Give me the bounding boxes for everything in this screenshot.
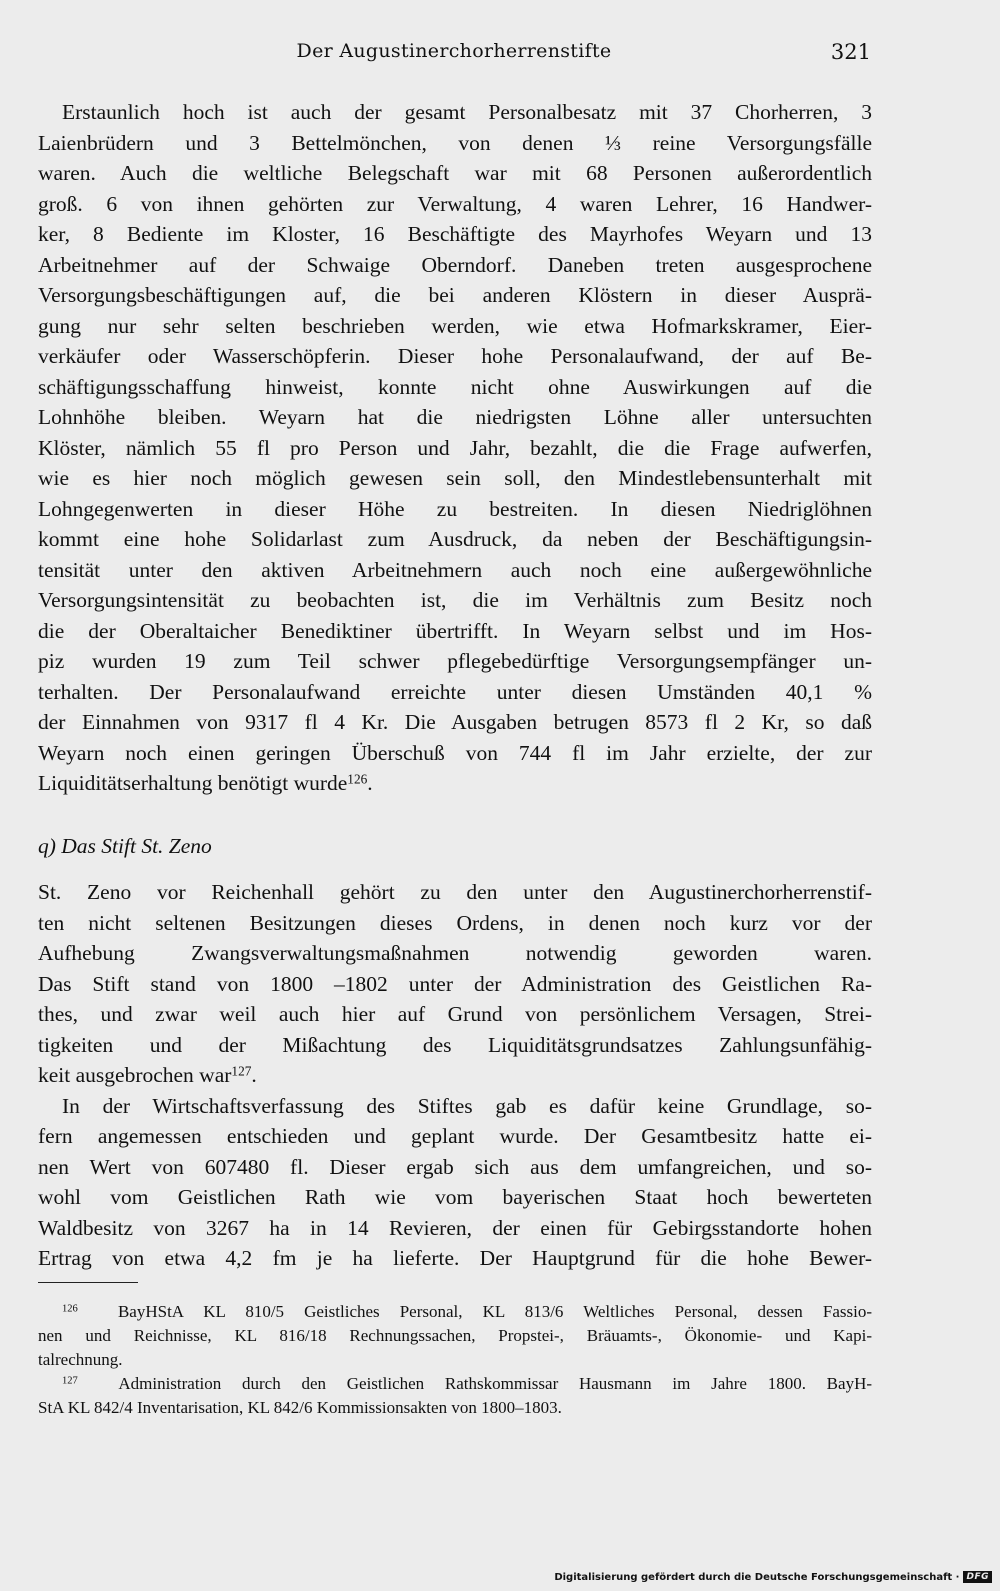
text-line: verkäufer oder Wasserschöpferin. Dieser hohe Personalaufwand, der auf Be- [38,344,872,368]
text-line: die der Oberaltaicher Benediktiner übertrifft. In Weyarn selbst und im Hos- [38,618,872,643]
footnotes [38,1300,872,1420]
text-line: fern angemessen entschieden und geplant wurde. Der Gesamtbesitz hatte ei- [38,1124,872,1148]
footnote-reference[interactable]: 126 [347,771,368,787]
footnote-127-line [38,1372,872,1396]
text-line: groß. 6 von ihnen gehörten zur Verwaltung, 4 waren Lehrer, 16 Handwer- [38,191,872,216]
section-body [38,877,872,1274]
text-line: Lohngegenwerten in dieser Höhe zu bestreiten. In diesen Niedriglöhnen [38,496,872,521]
dfg-logo-icon: DFG [963,1571,992,1583]
text-line: Versorgungsintensität zu beobachten ist, die im Verhältnis zum Besitz noch [38,588,872,612]
footnote-divider [38,1282,138,1283]
text-line: piz wurden 19 zum Teil schwer pflegebedürftige Versorgungsempfänger un- [38,649,872,673]
text-line: terhalten. Der Personalaufwand erreichte unter diesen Umständen 40,1 % [38,679,872,704]
body-paragraph [38,97,872,799]
running-title: Der Augustinerchorherrenstifte [296,40,612,62]
footnote-text: Administration durch den Geistlichen Rathskommissar Hausmann im Jahre 1800. BayH- [118,1374,872,1393]
text-line: Versorgungsbeschäftigungen auf, die bei anderen Klöstern in dieser Ausprä- [38,283,872,307]
text-line: schäftigungsschaffung hinweist, konnte nicht ohne Auswirkungen auf die [38,374,872,399]
text-line: wohl vom Geistlichen Rath wie vom bayerischen Staat hoch bewerteten [38,1185,872,1209]
text-line: der Einnahmen von 9317 fl 4 Kr. Die Ausgaben betrugen 8573 fl 2 Kr, so daß [38,710,872,734]
text-line [38,1060,872,1091]
sentence-end: . [251,1063,257,1087]
page-number: 321 [830,40,871,64]
text-line: gung nur sehr selten beschrieben werden, wie etwa Hofmarkskramer, Eier- [38,313,872,338]
text-line: kommt eine hohe Solidarlast zum Ausdruck, da neben der Beschäftigungsin- [38,527,872,551]
footnote-number: 126 [62,1303,78,1315]
text-line: waren. Auch die weltliche Belegschaft war mit 68 Personen außerordentlich [38,161,872,185]
footnote-number: 127 [62,1375,78,1387]
text-line: Arbeitnehmer auf der Schwaige Oberndorf. Daneben treten ausgesprochene [38,252,872,277]
text-line: Klöster, nämlich 55 fl pro Person und Jahr, bezahlt, die die Frage aufwerfen, [38,435,872,460]
text-line: tigkeiten und der Mißachtung des Liquiditätsgrundsatzes Zahlungsunfähig- [38,1032,872,1057]
page-header [38,40,870,70]
sentence-end: . [367,771,373,795]
footnote-127-line: StA KL 842/4 Inventarisation, KL 842/6 Kommissionsakten von 1800–1803. [38,1398,562,1417]
text-line: Ertrag von etwa 4,2 fm je ha lieferte. Der Hauptgrund für die hohe Bewer- [38,1246,872,1270]
text-line: thes, und zwar weil auch hier auf Grund von persönlichem Versagen, Strei- [38,1002,872,1026]
text-line: tensität unter den aktiven Arbeitnehmern auch noch eine außergewöhnliche [38,557,872,582]
text-line: Weyarn noch einen geringen Überschuß von 744 fl im Jahr erzielte, der zur [38,740,872,765]
footnote-126-line: nen und Reichnisse, KL 816/18 Rechnungssachen, Propstei-, Bräuamts-, Ökonomie- und Kapi- [38,1326,872,1345]
footnote-126-line: talrechnung. [38,1350,123,1369]
footnote-126-line [38,1300,872,1324]
text-line: Waldbesitz von 3267 ha in 14 Revieren, der einen für Gebirgsstandorte hohen [38,1215,872,1240]
text-line [38,768,872,799]
text-line: wie es hier noch möglich gewesen sein soll, den Mindestlebensunterhalt mit [38,466,872,490]
text-line: Erstaunlich hoch ist auch der gesamt Personalbesatz mit 37 Chorherren, 3 [62,100,872,124]
footnote-text: BayHStA KL 810/5 Geistliches Personal, KL 813/6 Weltliches Personal, dessen Fassio- [117,1302,872,1321]
text-line: Laienbrüdern und 3 Bettelmönchen, von denen ⅓ reine Versorgungsfälle [38,130,872,155]
text-line: In der Wirtschaftsverfassung des Stiftes gab es dafür keine Grundlage, so- [62,1093,872,1118]
text-line: Das Stift stand von 1800 –1802 unter der Administration des Geistlichen Ra- [38,971,872,996]
text-line: nen Wert von 607480 fl. Dieser ergab sich aus dem umfangreichen, und so- [38,1154,872,1179]
footer-text: Digitalisierung gefördert durch die Deutsche Forschungsgemeinschaft · [554,1571,960,1583]
text-line-content: keit ausgebrochen war [38,1063,232,1087]
text-line: Lohnhöhe bleiben. Weyarn hat die niedrigsten Löhne aller untersuchten [38,405,872,429]
text-line: St. Zeno vor Reichenhall gehört zu den unter den Augustinerchorherrenstif- [38,880,872,904]
section-heading: q) Das Stift St. Zeno [38,834,212,858]
text-line: Aufhebung Zwangsverwaltungsmaßnahmen notwendig geworden waren. [38,941,872,965]
text-line-content: Liquiditätserhaltung benötigt wurde [38,771,348,795]
footnote-reference[interactable]: 127 [231,1063,252,1079]
digitization-footer [554,1571,992,1583]
text-line: ker, 8 Bediente im Kloster, 16 Beschäftigte des Mayrhofes Weyarn und 13 [38,222,872,246]
text-line: ten nicht seltenen Besitzungen dieses Ordens, in denen noch kurz vor der [38,910,872,935]
